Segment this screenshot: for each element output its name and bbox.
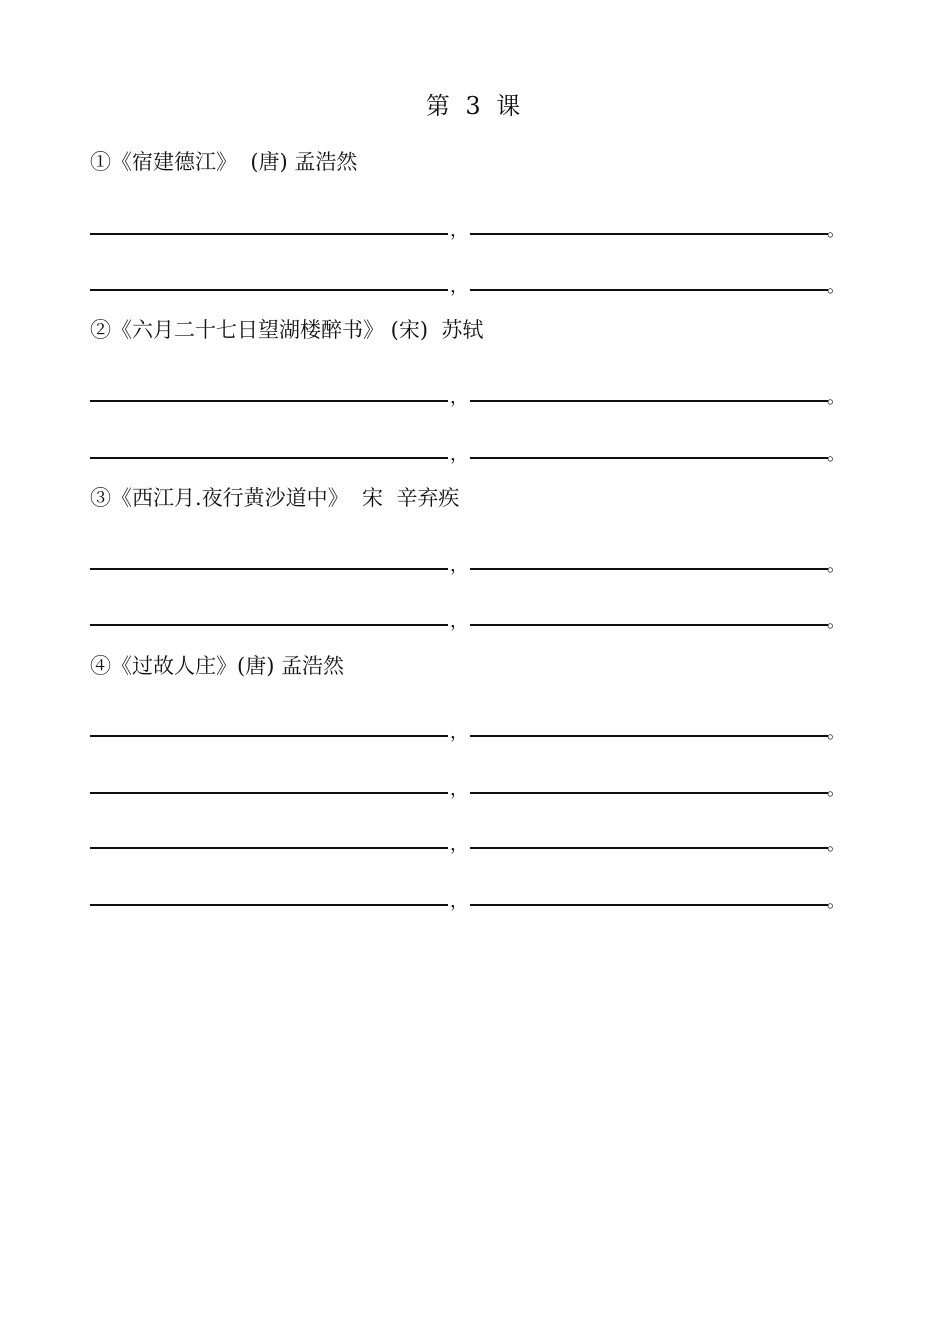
answer-row: [90, 764, 850, 800]
answer-blank-second-half[interactable]: [470, 457, 828, 459]
answer-row: [90, 429, 850, 465]
answer-row: [90, 876, 850, 912]
answer-row: [90, 819, 850, 855]
answer-blank-first-half[interactable]: [90, 568, 448, 570]
poem-heading-3: ③《西江月.夜行黄沙道中》 宋 辛弃疾: [90, 486, 460, 510]
period-mark: 。: [827, 276, 845, 297]
comma-mark: ，: [450, 555, 468, 576]
answer-blank-second-half[interactable]: [470, 735, 828, 737]
comma-mark: ，: [450, 387, 468, 408]
comma-mark: ，: [450, 891, 468, 912]
period-mark: 。: [827, 387, 845, 408]
answer-blank-second-half[interactable]: [470, 233, 828, 235]
comma-mark: ，: [450, 834, 468, 855]
comma-mark: ，: [450, 779, 468, 800]
period-mark: 。: [827, 555, 845, 576]
answer-row: [90, 205, 850, 241]
comma-mark: ，: [450, 276, 468, 297]
answer-blank-second-half[interactable]: [470, 289, 828, 291]
comma-mark: ，: [450, 220, 468, 241]
answer-blank-first-half[interactable]: [90, 233, 448, 235]
answer-row: [90, 372, 850, 408]
answer-row: [90, 540, 850, 576]
period-mark: 。: [827, 722, 845, 743]
poem-heading-4: ④《过故人庄》(唐) 孟浩然: [90, 654, 345, 678]
period-mark: 。: [827, 220, 845, 241]
answer-blank-first-half[interactable]: [90, 400, 448, 402]
answer-blank-first-half[interactable]: [90, 847, 448, 849]
answer-blank-second-half[interactable]: [470, 400, 828, 402]
comma-mark: ，: [450, 444, 468, 465]
period-mark: 。: [827, 611, 845, 632]
answer-blank-second-half[interactable]: [470, 624, 828, 626]
comma-mark: ，: [450, 722, 468, 743]
answer-blank-second-half[interactable]: [470, 904, 828, 906]
answer-blank-first-half[interactable]: [90, 904, 448, 906]
answer-row: [90, 261, 850, 297]
answer-blank-second-half[interactable]: [470, 847, 828, 849]
answer-blank-first-half[interactable]: [90, 624, 448, 626]
period-mark: 。: [827, 779, 845, 800]
answer-row: [90, 596, 850, 632]
answer-blank-first-half[interactable]: [90, 457, 448, 459]
answer-blank-first-half[interactable]: [90, 735, 448, 737]
period-mark: 。: [827, 444, 845, 465]
answer-row: [90, 707, 850, 743]
page-title: 第 3 课: [425, 92, 525, 120]
answer-blank-first-half[interactable]: [90, 792, 448, 794]
period-mark: 。: [827, 834, 845, 855]
comma-mark: ，: [450, 611, 468, 632]
answer-blank-second-half[interactable]: [470, 792, 828, 794]
answer-blank-first-half[interactable]: [90, 289, 448, 291]
answer-blank-second-half[interactable]: [470, 568, 828, 570]
poem-heading-1: ①《宿建德江》 (唐) 孟浩然: [90, 150, 358, 174]
poem-heading-2: ②《六月二十七日望湖楼醉书》 (宋) 苏轼: [90, 318, 484, 342]
period-mark: 。: [827, 891, 845, 912]
